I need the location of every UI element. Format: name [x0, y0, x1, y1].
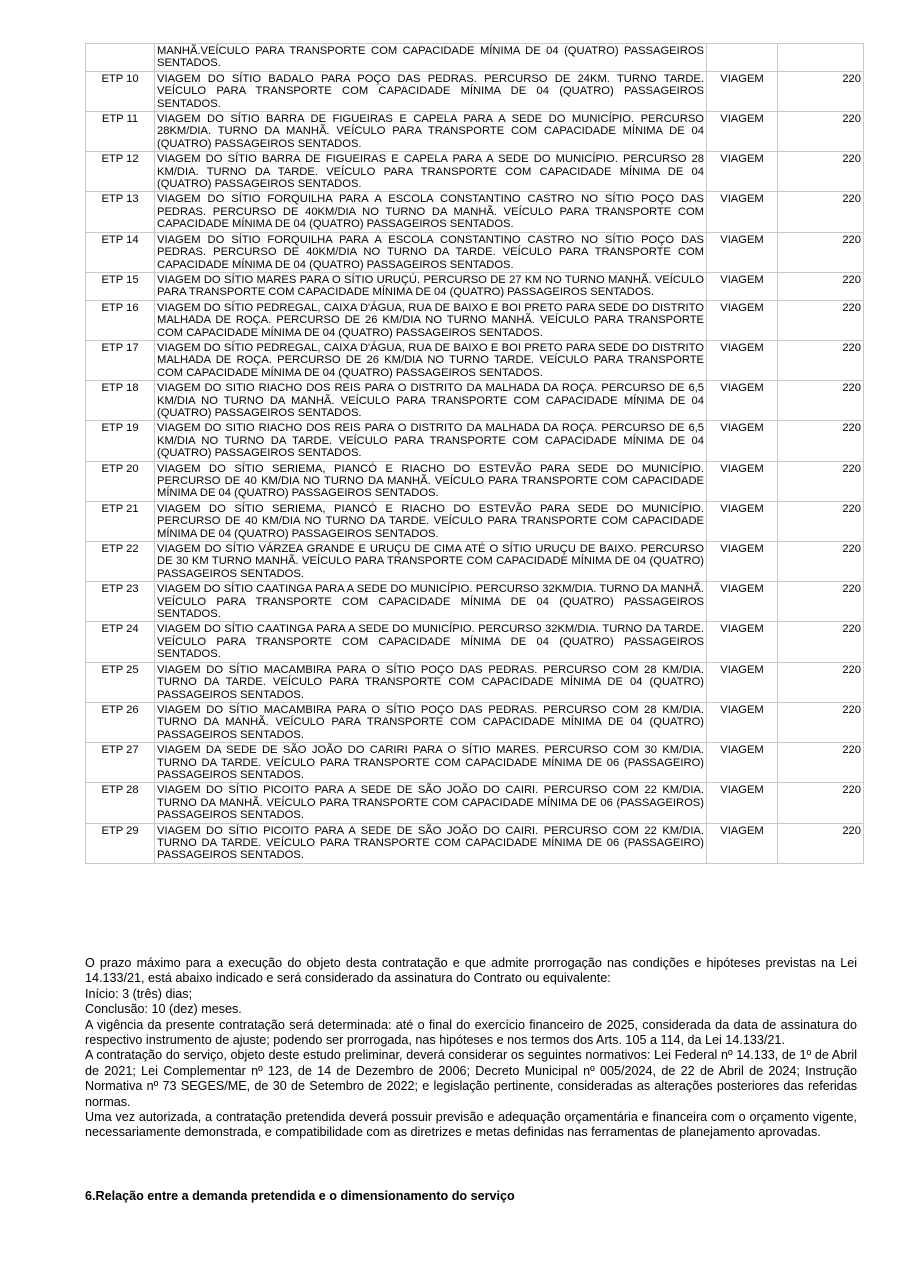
item-quantity: 220	[778, 823, 864, 863]
items-table	[85, 43, 864, 864]
item-code: ETP 23	[86, 582, 155, 622]
item-description: VIAGEM DO SÍTIO PICOITO PARA A SEDE DE SÃO JOÃO DO CAIRI. PERCURSO COM 22 KM/DIA. TURNO DA MANHÃ. VEÍCULO PARA TRANSPORTE COM CAPACIDADE MÍNIMA DE 06 (PASSAGEIROS) PASSAGEIROS SENTADOS.	[155, 783, 707, 823]
item-quantity: 220	[778, 542, 864, 582]
item-unit: VIAGEM	[707, 272, 778, 300]
item-description: VIAGEM DO SÍTIO SERIEMA, PIANCÓ E RIACHO DO ESTEVÃO PARA SEDE DO MUNICÍPIO. PERCURSO DE 40 KM/DIA NO TURNO DA TARDE. VEÍCULO PARA TRANSPORTE COM CAPACIDADE MÍNIMA DE 04 (QUATRO) PASSAGEIROS SENTADOS.	[155, 501, 707, 541]
item-quantity: 220	[778, 622, 864, 662]
item-code: ETP 28	[86, 783, 155, 823]
item-code: ETP 17	[86, 340, 155, 380]
item-description: VIAGEM DO SÍTIO FORQUILHA PARA A ESCOLA CONSTANTINO CASTRO NO SÍTIO POÇO DAS PEDRAS. PERCURSO DE 40KM/DIA NO TURNO DA TARDE. VEÍCULO PARA TRANSPORTE COM CAPACIDADE MÍNIMA DE 04 (QUATRO) PASSAGEIROS SENTADOS.	[155, 232, 707, 272]
table-row	[86, 461, 864, 501]
item-unit: VIAGEM	[707, 152, 778, 192]
item-unit: VIAGEM	[707, 823, 778, 863]
item-unit: VIAGEM	[707, 192, 778, 232]
item-unit: VIAGEM	[707, 662, 778, 702]
item-quantity: 220	[778, 71, 864, 111]
item-quantity: 220	[778, 300, 864, 340]
table-row	[86, 702, 864, 742]
item-description: VIAGEM DO SÍTIO VÁRZEA GRANDE E URUÇU DE CIMA ATÉ O SÍTIO URUÇU DE BAIXO. PERCURSO DE 30 KM TURNO MANHÃ. VEÍCULO PARA TRANSPORTE COM CAPACIDADE MÍNIMA DE 04 (QUATRO) PASSAGEIROS SENTADOS.	[155, 542, 707, 582]
table-row	[86, 71, 864, 111]
item-unit: VIAGEM	[707, 501, 778, 541]
paragraph-budget: Uma vez autorizada, a contratação pretendida deverá possuir previsão e adequação orçamentária e financeira com o orçamento vigente, necessariamente demonstrada, e compatibilidade com as diretrizes e metas definidas nas ferramentas de planejamento aprovadas.	[85, 1110, 857, 1140]
item-code: ETP 13	[86, 192, 155, 232]
item-unit: VIAGEM	[707, 461, 778, 501]
item-description: VIAGEM DO SÍTIO PICOITO PARA A SEDE DE SÃO JOÃO DO CAIRI. PERCURSO COM 22 KM/DIA. TURNO DA TARDE. VEÍCULO PARA TRANSPORTE COM CAPACIDADE MÍNIMA DE 06 (PASSAGEIRO) PASSAGEIROS SENTADOS.	[155, 823, 707, 863]
item-description: VIAGEM DO SÍTIO MACAMBIRA PARA O SÍTIO POÇO DAS PEDRAS. PERCURSO COM 28 KM/DIA. TURNO DA MANHÃ. VEÍCULO PARA TRANSPORTE COM CAPACIDADE MÍNIMA DE 04 (QUATRO) PASSAGEIROS SENTADOS.	[155, 702, 707, 742]
item-unit: VIAGEM	[707, 71, 778, 111]
item-description: VIAGEM DO SÍTIO CAATINGA PARA A SEDE DO MUNICÍPIO. PERCURSO 32KM/DIA. TURNO DA TARDE. VEÍCULO PARA TRANSPORTE COM CAPACIDADE MÍNIMA DE 04 (QUATRO) PASSAGEIROS SENTADOS.	[155, 622, 707, 662]
paragraph-validity: A vigência da presente contratação será determinada: até o final do exercício financeiro de 2025, considerada da data de assinatura do respectivo instrumento de ajuste; podendo ser prorrogada, nas hipóteses e nos termos dos Arts. 105 a 114, da Lei 14.133/21.	[85, 1017, 857, 1048]
item-code: ETP 26	[86, 702, 155, 742]
item-unit: VIAGEM	[707, 542, 778, 582]
table-row	[86, 192, 864, 232]
item-description: VIAGEM DA SEDE DE SÃO JOÃO DO CARIRI PARA O SÍTIO MARES. PERCURSO COM 30 KM/DIA. TURNO DA TARDE. VEÍCULO PARA TRANSPORTE COM CAPACIDADE MÍNIMA DE 06 (PASSAGEIRO) PASSAGEIROS SENTADOS.	[155, 743, 707, 783]
item-unit: VIAGEM	[707, 340, 778, 380]
item-unit: VIAGEM	[707, 582, 778, 622]
item-unit: VIAGEM	[707, 232, 778, 272]
table-row	[86, 112, 864, 152]
table-row	[86, 381, 864, 421]
item-code: ETP 19	[86, 421, 155, 461]
table-row	[86, 743, 864, 783]
table-row	[86, 622, 864, 662]
item-description: VIAGEM DO SÍTIO CAATINGA PARA A SEDE DO MUNICÍPIO. PERCURSO 32KM/DIA. TURNO DA MANHÃ. VEÍCULO PARA TRANSPORTE COM CAPACIDADE MÍNIMA DE 04 (QUATRO) PASSAGEIROS SENTADOS.	[155, 582, 707, 622]
item-quantity: 220	[778, 272, 864, 300]
item-code: ETP 22	[86, 542, 155, 582]
section-heading: 6.Relação entre a demanda pretendida e o dimensionamento do serviço	[85, 1189, 515, 1203]
table-row	[86, 152, 864, 192]
table-row	[86, 582, 864, 622]
item-description: VIAGEM DO SÍTIO MARES PARA O SÍTIO URUÇÚ. PERCURSO DE 27 KM NO TURNO MANHÃ. VEÍCULO PARA TRANSPORTE COM CAPACIDADE MÍNIMA DE 04 (QUATRO) PASSAGEIROS SENTADOS.	[155, 272, 707, 300]
paragraph-deadline: O prazo máximo para a execução do objeto desta contratação e que admite prorrogação nas condições e hipóteses previstas na Lei 14.133/21, está abaixo indicado e será considerado da assinatura do Contrato ou equivalente:	[85, 956, 857, 986]
item-unit: VIAGEM	[707, 421, 778, 461]
table-row	[86, 232, 864, 272]
item-quantity: 220	[778, 461, 864, 501]
item-code: ETP 12	[86, 152, 155, 192]
item-quantity: 220	[778, 582, 864, 622]
table-row	[86, 300, 864, 340]
item-code: ETP 15	[86, 272, 155, 300]
item-description: VIAGEM DO SÍTIO PEDREGAL, CAIXA D'ÁGUA, RUA DE BAIXO E BOI PRETO PARA SEDE DO DISTRITO MALHADA DE ROÇA. PERCURSO DE 26 KM/DIA NO TURNO TARDE. VEÍCULO PARA TRANSPORTE COM CAPACIDADE MÍNIMA DE 04 (QUATRO) PASSAGEIROS SENTADOS.	[155, 340, 707, 380]
item-code: ETP 29	[86, 823, 155, 863]
table-row	[86, 783, 864, 823]
item-quantity	[778, 44, 864, 72]
item-quantity: 220	[778, 152, 864, 192]
item-unit	[707, 44, 778, 72]
item-description: VIAGEM DO SÍTIO BADALO PARA POÇO DAS PEDRAS. PERCURSO DE 24KM. TURNO TARDE. VEÍCULO PARA TRANSPORTE COM CAPACIDADE MÍNIMA DE 04 (QUATRO) PASSAGEIROS SENTADOS.	[155, 71, 707, 111]
item-code: ETP 20	[86, 461, 155, 501]
item-quantity: 220	[778, 232, 864, 272]
item-quantity: 220	[778, 421, 864, 461]
table-row	[86, 421, 864, 461]
item-code: ETP 14	[86, 232, 155, 272]
table-row	[86, 272, 864, 300]
item-quantity: 220	[778, 381, 864, 421]
item-unit: VIAGEM	[707, 381, 778, 421]
item-quantity: 220	[778, 783, 864, 823]
item-code: ETP 21	[86, 501, 155, 541]
item-unit: VIAGEM	[707, 112, 778, 152]
item-unit: VIAGEM	[707, 300, 778, 340]
table-row	[86, 823, 864, 863]
item-code: ETP 27	[86, 743, 155, 783]
item-quantity: 220	[778, 501, 864, 541]
paragraph-start: Início: 3 (três) dias;	[85, 986, 193, 1001]
items-table-body	[86, 44, 864, 864]
table-row	[86, 542, 864, 582]
item-code: ETP 18	[86, 381, 155, 421]
paragraph-conclusion: Conclusão: 10 (dez) meses.	[85, 1002, 242, 1017]
item-unit: VIAGEM	[707, 702, 778, 742]
item-description: VIAGEM DO SÍTIO BARRA DE FIGUEIRAS E CAPELA PARA A SEDE DO MUNICÍPIO. PERCURSO 28KM/DIA. TURNO DA MANHÃ. VEÍCULO PARA TRANSPORTE COM CAPACIDADE MÍNIMA DE 04 (QUATRO) PASSAGEIROS SENTADOS.	[155, 112, 707, 152]
item-description: VIAGEM DO SÍTIO MACAMBIRA PARA O SÍTIO POÇO DAS PEDRAS. PERCURSO COM 28 KM/DIA. TURNO DA TARDE. VEÍCULO PARA TRANSPORTE COM CAPACIDADE MÍNIMA DE 04 (QUATRO) PASSAGEIROS SENTADOS.	[155, 662, 707, 702]
table-row	[86, 44, 864, 72]
item-unit: VIAGEM	[707, 783, 778, 823]
item-quantity: 220	[778, 112, 864, 152]
table-row	[86, 340, 864, 380]
item-description: VIAGEM DO SÍTIO SERIEMA, PIANCÓ E RIACHO DO ESTEVÃO PARA SEDE DO MUNICÍPIO. PERCURSO DE 40 KM/DIA NO TURNO DA MANHÃ. VEÍCULO PARA TRANSPORTE COM CAPACIDADE MÍNIMA DE 04 (QUATRO) PASSAGEIROS SENTADOS.	[155, 461, 707, 501]
item-code	[86, 44, 155, 72]
item-description: VIAGEM DO SÍTIO PEDREGAL, CAIXA D'ÁGUA, RUA DE BAIXO E BOI PRETO PARA SEDE DO DISTRITO MALHADA DE ROÇA. PERCURSO DE 26 KM/DIA NO TURNO MANHÃ. VEÍCULO PARA TRANSPORTE COM CAPACIDADE MÍNIMA DE 04 (QUATRO) PASSAGEIROS SENTADOS.	[155, 300, 707, 340]
item-description: VIAGEM DO SITIO RIACHO DOS REIS PARA O DISTRITO DA MALHADA DA ROÇA. PERCURSO DE 6,5 KM/DIA NO TURNO DA TARDE. VEÍCULO PARA TRANSPORTE COM CAPACIDADE MÍNIMA DE 04 (QUATRO) PASSAGEIROS SENTADOS.	[155, 421, 707, 461]
item-code: ETP 25	[86, 662, 155, 702]
item-quantity: 220	[778, 702, 864, 742]
item-quantity: 220	[778, 662, 864, 702]
item-unit: VIAGEM	[707, 622, 778, 662]
item-description: VIAGEM DO SÍTIO BARRA DE FIGUEIRAS E CAPELA PARA A SEDE DO MUNICÍPIO. PERCURSO 28 KM/DIA. TURNO DA TARDE. VEÍCULO PARA TRANSPORTE COM CAPACIDADE MÍNIMA DE 04 (QUATRO) PASSAGEIROS SENTADOS.	[155, 152, 707, 192]
item-code: ETP 16	[86, 300, 155, 340]
item-quantity: 220	[778, 192, 864, 232]
item-quantity: 220	[778, 340, 864, 380]
item-description: VIAGEM DO SÍTIO FORQUILHA PARA A ESCOLA CONSTANTINO CASTRO NO SÍTIO POÇO DAS PEDRAS. PERCURSO DE 40KM/DIA NO TURNO DA MANHÃ. VEÍCULO PARA TRANSPORTE COM CAPACIDADE MÍNIMA DE 04 (QUATRO) PASSAGEIROS SENTADOS.	[155, 192, 707, 232]
table-row	[86, 501, 864, 541]
item-quantity: 220	[778, 743, 864, 783]
item-description: MANHÃ.VEÍCULO PARA TRANSPORTE COM CAPACIDADE MÍNIMA DE 04 (QUATRO) PASSAGEIROS SENTADOS.	[155, 44, 707, 72]
item-unit: VIAGEM	[707, 743, 778, 783]
item-code: ETP 24	[86, 622, 155, 662]
item-code: ETP 10	[86, 71, 155, 111]
item-description: VIAGEM DO SITIO RIACHO DOS REIS PARA O DISTRITO DA MALHADA DA ROÇA. PERCURSO DE 6,5 KM/DIA NO TURNO DA MANHÃ. VEÍCULO PARA TRANSPORTE COM CAPACIDADE MÍNIMA DE 04 (QUATRO) PASSAGEIROS SENTADOS.	[155, 381, 707, 421]
body-text	[85, 956, 857, 1141]
paragraph-regulations: A contratação do serviço, objeto deste estudo preliminar, deverá considerar os seguintes normativos: Lei Federal nº 14.133, de 1º de Abril de 2021; Lei Complementar nº 123, de 14 de Dezembro de 2006; Decreto Municipal nº 005/2024, de 22 de Abril de 2024; Instrução Normativa nº 73 SEGES/ME, de 30 de Setembro de 2022; e legislação pertinente, consideradas as alterações posteriores das referidas normas.	[85, 1048, 857, 1109]
table-row	[86, 662, 864, 702]
item-code: ETP 11	[86, 112, 155, 152]
